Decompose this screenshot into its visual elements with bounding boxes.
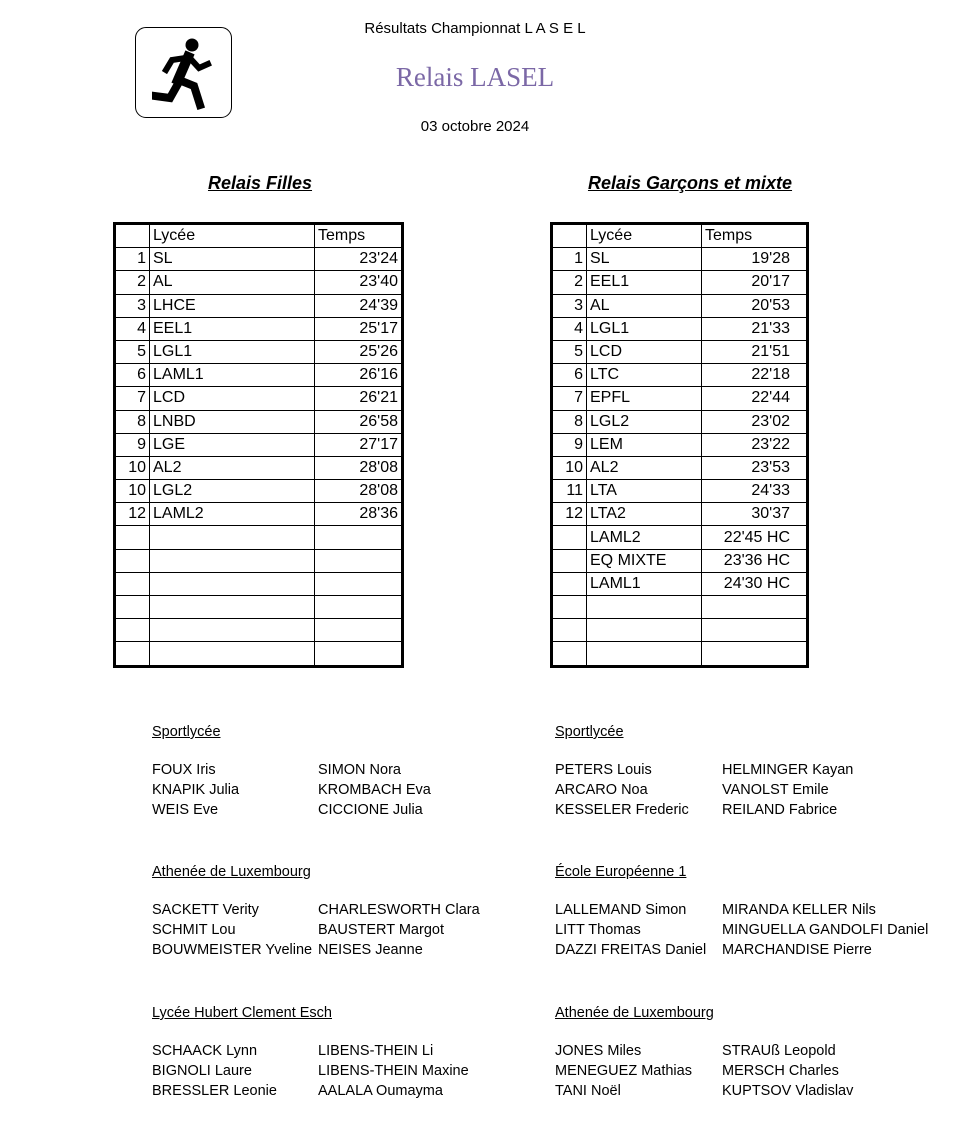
school-cell: LTA2 bbox=[587, 503, 702, 526]
member-row bbox=[555, 1043, 853, 1063]
member-name: VANOLST Emile bbox=[722, 782, 829, 798]
rank-cell: 10 bbox=[115, 480, 150, 503]
member-name: MIRANDA KELLER Nils bbox=[722, 902, 876, 918]
time-cell: 21'51 bbox=[702, 340, 808, 363]
school-cell: LEM bbox=[587, 433, 702, 456]
team-block bbox=[152, 864, 480, 962]
table-row bbox=[552, 294, 808, 317]
member-row bbox=[555, 782, 853, 802]
empty-cell bbox=[315, 642, 403, 666]
school-cell: EEL1 bbox=[150, 317, 315, 340]
time-cell: 28'08 bbox=[315, 456, 403, 479]
member-name: LITT Thomas bbox=[555, 922, 641, 938]
school-cell: LGL2 bbox=[150, 480, 315, 503]
rank-cell: 8 bbox=[552, 410, 587, 433]
table-row bbox=[115, 642, 403, 666]
rank-cell: 2 bbox=[552, 271, 587, 294]
rank-cell: 11 bbox=[552, 480, 587, 503]
table-row bbox=[115, 410, 403, 433]
time-cell: 23'22 bbox=[702, 433, 808, 456]
member-row bbox=[555, 1063, 853, 1083]
school-cell: LNBD bbox=[150, 410, 315, 433]
member-name: WEIS Eve bbox=[152, 802, 219, 818]
table-row bbox=[115, 364, 403, 387]
time-cell: 27'17 bbox=[315, 433, 403, 456]
member-name: BAUSTERT Margot bbox=[318, 922, 444, 938]
member-name: PETERS Louis bbox=[555, 762, 652, 778]
team-block bbox=[555, 864, 928, 962]
member-row bbox=[152, 922, 480, 942]
rank-cell bbox=[552, 526, 587, 549]
table-row bbox=[552, 456, 808, 479]
empty-cell bbox=[702, 642, 808, 666]
time-cell: 25'26 bbox=[315, 340, 403, 363]
team-name: École Européenne 1 bbox=[555, 864, 687, 880]
girls-results-table bbox=[113, 222, 404, 668]
time-cell: 30'37 bbox=[702, 503, 808, 526]
school-cell: LAML1 bbox=[587, 572, 702, 595]
table-row bbox=[115, 480, 403, 503]
rank-cell: 4 bbox=[552, 317, 587, 340]
member-row bbox=[555, 762, 853, 782]
team-block bbox=[152, 724, 431, 822]
school-cell: LTC bbox=[587, 364, 702, 387]
table-row bbox=[552, 480, 808, 503]
table-row bbox=[552, 317, 808, 340]
team-name: Sportlycée bbox=[555, 724, 624, 740]
empty-cell bbox=[315, 596, 403, 619]
member-name: JONES Miles bbox=[555, 1043, 642, 1059]
member-name: SCHMIT Lou bbox=[152, 922, 236, 938]
school-cell: EEL1 bbox=[587, 271, 702, 294]
running-man-icon bbox=[152, 36, 216, 110]
empty-cell bbox=[150, 549, 315, 572]
member-name: HELMINGER Kayan bbox=[722, 762, 854, 778]
table-row bbox=[115, 549, 403, 572]
member-name: MERSCH Charles bbox=[722, 1063, 839, 1079]
table-row bbox=[552, 526, 808, 549]
header-rank-cell bbox=[115, 224, 150, 248]
school-cell: LCD bbox=[150, 387, 315, 410]
empty-cell bbox=[150, 572, 315, 595]
time-cell: 22'18 bbox=[702, 364, 808, 387]
empty-cell bbox=[587, 619, 702, 642]
member-name: KUPTSOV Vladislav bbox=[722, 1083, 854, 1099]
rank-cell: 5 bbox=[115, 340, 150, 363]
member-name: MARCHANDISE Pierre bbox=[722, 942, 872, 958]
member-row bbox=[152, 942, 480, 962]
time-cell: 23'36 HC bbox=[702, 549, 808, 572]
empty-cell bbox=[587, 642, 702, 666]
time-cell: 23'53 bbox=[702, 456, 808, 479]
header-school: Lycée bbox=[150, 224, 315, 248]
member-name: SIMON Nora bbox=[318, 762, 401, 778]
table-row bbox=[552, 340, 808, 363]
rank-cell: 5 bbox=[552, 340, 587, 363]
rank-cell: 1 bbox=[552, 248, 587, 271]
member-name: SACKETT Verity bbox=[152, 902, 259, 918]
school-cell: AL2 bbox=[587, 456, 702, 479]
championship-label: Résultats Championnat L A S E L bbox=[364, 20, 586, 37]
header-time: Temps bbox=[702, 224, 808, 248]
member-name: SCHAACK Lynn bbox=[152, 1043, 258, 1059]
table-row bbox=[552, 410, 808, 433]
member-row bbox=[152, 782, 431, 802]
school-cell: AL bbox=[587, 294, 702, 317]
member-row bbox=[555, 902, 928, 922]
member-row bbox=[152, 902, 480, 922]
member-row bbox=[152, 1063, 469, 1083]
boys-relay-title: Relais Garçons et mixte bbox=[587, 173, 793, 193]
empty-cell bbox=[552, 642, 587, 666]
member-name: BIGNOLI Laure bbox=[152, 1063, 252, 1079]
member-name: NEISES Jeanne bbox=[318, 942, 423, 958]
member-name: LALLEMAND Simon bbox=[555, 902, 687, 918]
table-row bbox=[115, 596, 403, 619]
time-cell: 24'39 bbox=[315, 294, 403, 317]
member-row bbox=[555, 802, 853, 822]
member-name: KNAPIK Julia bbox=[152, 782, 240, 798]
table-row bbox=[552, 503, 808, 526]
school-cell: AL2 bbox=[150, 456, 315, 479]
time-cell: 24'33 bbox=[702, 480, 808, 503]
table-row bbox=[552, 642, 808, 666]
school-cell: LTA bbox=[587, 480, 702, 503]
member-name: CICCIONE Julia bbox=[318, 802, 423, 818]
team-members bbox=[152, 762, 431, 822]
table-row bbox=[552, 387, 808, 410]
table-row bbox=[115, 572, 403, 595]
empty-cell bbox=[115, 596, 150, 619]
time-cell: 22'45 HC bbox=[702, 526, 808, 549]
rank-cell: 10 bbox=[115, 456, 150, 479]
empty-cell bbox=[115, 619, 150, 642]
rank-cell: 12 bbox=[552, 503, 587, 526]
rank-cell: 2 bbox=[115, 271, 150, 294]
rank-cell: 9 bbox=[552, 433, 587, 456]
rank-cell bbox=[552, 549, 587, 572]
school-cell: LAML1 bbox=[150, 364, 315, 387]
empty-cell bbox=[115, 526, 150, 549]
rank-cell: 7 bbox=[552, 387, 587, 410]
table-row bbox=[115, 526, 403, 549]
rank-cell: 12 bbox=[115, 503, 150, 526]
table-row bbox=[115, 317, 403, 340]
member-name: ARCARO Noa bbox=[555, 782, 648, 798]
rank-cell: 7 bbox=[115, 387, 150, 410]
table-row bbox=[552, 619, 808, 642]
school-cell: EPFL bbox=[587, 387, 702, 410]
member-name: MINGUELLA GANDOLFI Daniel bbox=[722, 922, 929, 938]
empty-cell bbox=[702, 596, 808, 619]
rank-cell: 4 bbox=[115, 317, 150, 340]
time-cell: 19'28 bbox=[702, 248, 808, 271]
time-cell: 23'24 bbox=[315, 248, 403, 271]
rank-cell: 6 bbox=[115, 364, 150, 387]
school-cell: SL bbox=[587, 248, 702, 271]
member-name: CHARLESWORTH Clara bbox=[318, 902, 480, 918]
table-header-row bbox=[552, 224, 808, 248]
table-row bbox=[115, 456, 403, 479]
logo bbox=[135, 27, 232, 118]
rank-cell: 6 bbox=[552, 364, 587, 387]
team-name: Athenée de Luxembourg bbox=[152, 864, 311, 880]
empty-cell bbox=[115, 642, 150, 666]
table-row bbox=[115, 271, 403, 294]
member-name: AALALA Oumayma bbox=[318, 1083, 443, 1099]
team-name: Lycée Hubert Clement Esch bbox=[152, 1005, 332, 1021]
table-row bbox=[552, 271, 808, 294]
rank-cell: 9 bbox=[115, 433, 150, 456]
event-title: Relais LASEL bbox=[395, 62, 555, 92]
empty-cell bbox=[315, 619, 403, 642]
time-cell: 24'30 HC bbox=[702, 572, 808, 595]
time-cell: 26'16 bbox=[315, 364, 403, 387]
team-members bbox=[152, 1043, 469, 1103]
school-cell: LGE bbox=[150, 433, 315, 456]
table-row bbox=[115, 294, 403, 317]
table-row bbox=[552, 596, 808, 619]
school-cell: AL bbox=[150, 271, 315, 294]
empty-cell bbox=[150, 596, 315, 619]
time-cell: 20'17 bbox=[702, 271, 808, 294]
time-cell: 20'53 bbox=[702, 294, 808, 317]
member-name: BRESSLER Leonie bbox=[152, 1083, 277, 1099]
school-cell: LAML2 bbox=[587, 526, 702, 549]
table-row bbox=[552, 433, 808, 456]
header-rank-cell bbox=[552, 224, 587, 248]
event-date: 03 octobre 2024 bbox=[420, 118, 530, 135]
table-row bbox=[552, 549, 808, 572]
school-cell: LAML2 bbox=[150, 503, 315, 526]
rank-cell: 3 bbox=[552, 294, 587, 317]
school-cell: LGL1 bbox=[150, 340, 315, 363]
member-name: LIBENS-THEIN Li bbox=[318, 1043, 434, 1059]
member-name: KESSELER Frederic bbox=[555, 802, 689, 818]
school-cell: EQ MIXTE bbox=[587, 549, 702, 572]
time-cell: 23'02 bbox=[702, 410, 808, 433]
member-row bbox=[152, 762, 431, 782]
team-block bbox=[152, 1005, 469, 1103]
empty-cell bbox=[702, 619, 808, 642]
member-name: DAZZI FREITAS Daniel bbox=[555, 942, 707, 958]
member-row bbox=[555, 942, 928, 962]
member-name: KROMBACH Eva bbox=[318, 782, 431, 798]
rank-cell: 8 bbox=[115, 410, 150, 433]
time-cell: 25'17 bbox=[315, 317, 403, 340]
empty-cell bbox=[150, 619, 315, 642]
header-time: Temps bbox=[315, 224, 403, 248]
header-school: Lycée bbox=[587, 224, 702, 248]
member-row bbox=[152, 1083, 469, 1103]
member-name: BOUWMEISTER Yveline bbox=[152, 942, 313, 958]
member-name: STRAUß Leopold bbox=[722, 1043, 836, 1059]
empty-cell bbox=[552, 619, 587, 642]
time-cell: 23'40 bbox=[315, 271, 403, 294]
rank-cell: 3 bbox=[115, 294, 150, 317]
table-row bbox=[115, 433, 403, 456]
member-row bbox=[555, 1083, 853, 1103]
member-row bbox=[555, 922, 928, 942]
table-row bbox=[115, 340, 403, 363]
time-cell: 21'33 bbox=[702, 317, 808, 340]
team-members bbox=[555, 762, 853, 822]
school-cell: LGL2 bbox=[587, 410, 702, 433]
school-cell: LGL1 bbox=[587, 317, 702, 340]
empty-cell bbox=[587, 596, 702, 619]
member-name: FOUX Iris bbox=[152, 762, 216, 778]
member-name: REILAND Fabrice bbox=[722, 802, 838, 818]
empty-cell bbox=[150, 642, 315, 666]
team-name: Athenée de Luxembourg bbox=[555, 1005, 714, 1021]
member-name: LIBENS-THEIN Maxine bbox=[318, 1063, 469, 1079]
boys-results-table bbox=[550, 222, 809, 668]
time-cell: 22'44 bbox=[702, 387, 808, 410]
empty-cell bbox=[115, 572, 150, 595]
table-row bbox=[115, 248, 403, 271]
member-name: TANI Noël bbox=[555, 1083, 621, 1099]
empty-cell bbox=[315, 526, 403, 549]
team-name: Sportlycée bbox=[152, 724, 221, 740]
table-row bbox=[552, 572, 808, 595]
rank-cell: 10 bbox=[552, 456, 587, 479]
table-row bbox=[552, 364, 808, 387]
time-cell: 26'58 bbox=[315, 410, 403, 433]
team-members bbox=[152, 902, 480, 962]
table-row bbox=[115, 619, 403, 642]
school-cell: SL bbox=[150, 248, 315, 271]
rank-cell: 1 bbox=[115, 248, 150, 271]
empty-cell bbox=[115, 549, 150, 572]
empty-cell bbox=[315, 572, 403, 595]
time-cell: 26'21 bbox=[315, 387, 403, 410]
girls-relay-title: Relais Filles bbox=[207, 173, 313, 193]
table-row bbox=[552, 248, 808, 271]
team-members bbox=[555, 902, 928, 962]
member-row bbox=[152, 1043, 469, 1063]
member-name: MENEGUEZ Mathias bbox=[555, 1063, 692, 1079]
member-row bbox=[152, 802, 431, 822]
team-block bbox=[555, 1005, 853, 1103]
table-row bbox=[115, 503, 403, 526]
rank-cell bbox=[552, 572, 587, 595]
school-cell: LCD bbox=[587, 340, 702, 363]
empty-cell bbox=[552, 596, 587, 619]
team-members bbox=[555, 1043, 853, 1103]
empty-cell bbox=[150, 526, 315, 549]
table-row bbox=[115, 387, 403, 410]
time-cell: 28'08 bbox=[315, 480, 403, 503]
team-block bbox=[555, 724, 853, 822]
time-cell: 28'36 bbox=[315, 503, 403, 526]
school-cell: LHCE bbox=[150, 294, 315, 317]
empty-cell bbox=[315, 549, 403, 572]
table-header-row bbox=[115, 224, 403, 248]
